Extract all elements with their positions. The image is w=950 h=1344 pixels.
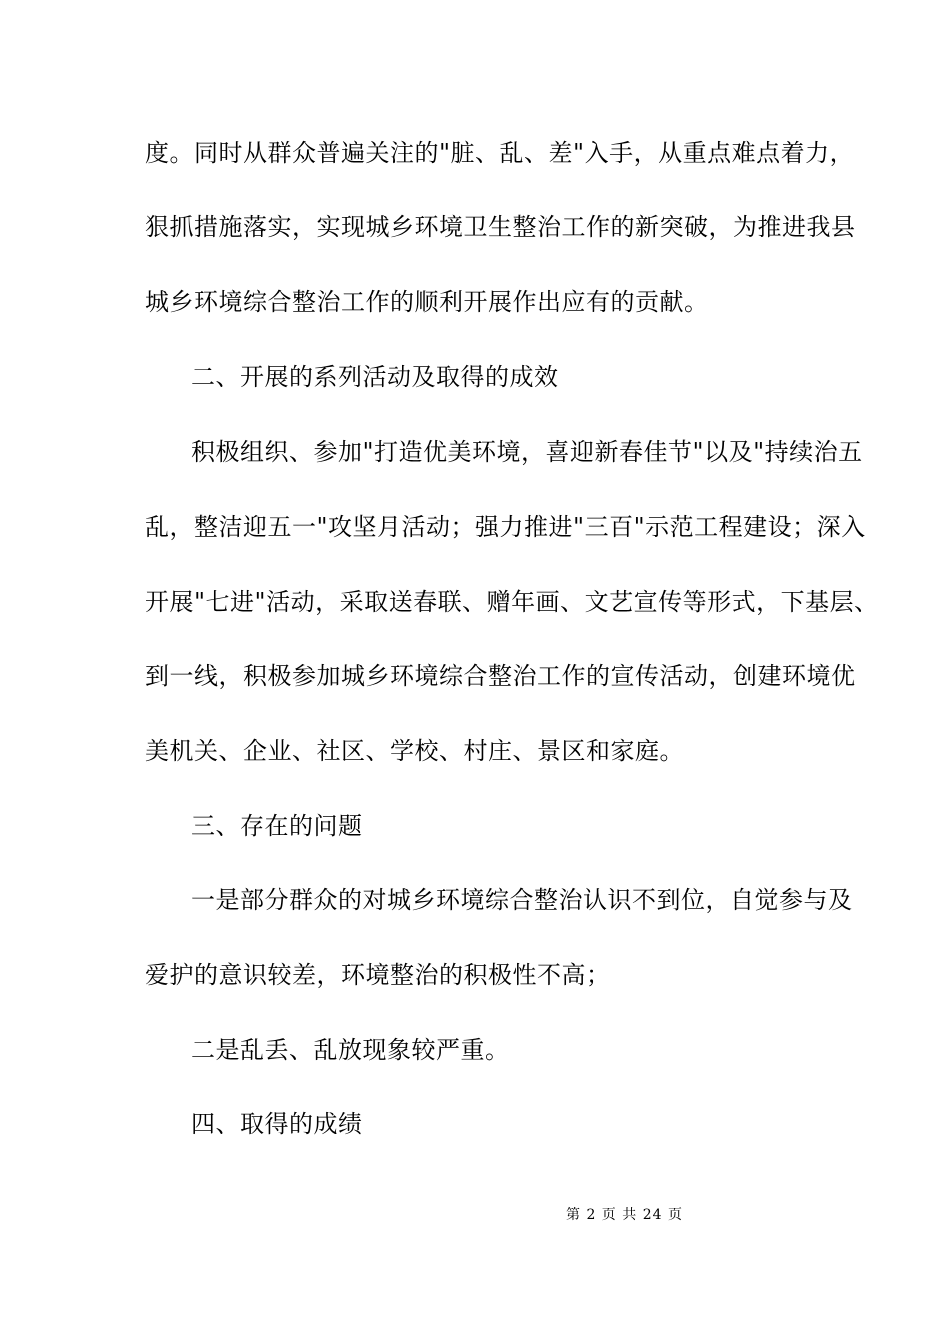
paragraph-line: 到一线，积极参加城乡环境综合整治工作的宣传活动，创建环境优 xyxy=(145,662,856,690)
paragraph-line: 狠抓措施落实，实现城乡环境卫生整治工作的新突破，为推进我县 xyxy=(145,213,856,241)
paragraph-line: 城乡环境综合整治工作的顺利开展作出应有的贡献。 xyxy=(145,288,709,316)
paragraph-line: 度。同时从群众普遍关注的"脏、乱、差"入手，从重点难点着力， xyxy=(145,139,855,167)
section-heading-4: 四、取得的成绩 xyxy=(191,1110,363,1138)
paragraph-line: 爱护的意识较差，环境整治的积极性不高； xyxy=(145,961,611,989)
page-number-footer: 第 2 页 共 24 页 xyxy=(566,1207,683,1223)
paragraph-line: 积极组织、参加"打造优美环境，喜迎新春佳节"以及"持续治五 xyxy=(191,438,863,466)
paragraph-line: 美机关、企业、社区、学校、村庄、景区和家庭。 xyxy=(145,737,684,765)
paragraph-line: 一是部分群众的对城乡环境综合整治认识不到位，自觉参与及 xyxy=(191,886,853,914)
paragraph-line: 二是乱丢、乱放现象较严重。 xyxy=(191,1036,510,1064)
paragraph-line: 开展"七进"活动，采取送春联、赠年画、文艺宣传等形式，下基层、 xyxy=(145,588,879,616)
section-heading-2: 二、开展的系列活动及取得的成效 xyxy=(191,363,559,391)
paragraph-line: 乱，整洁迎五一"攻坚月活动；强力推进"三百"示范工程建设；深入 xyxy=(145,513,866,541)
section-heading-3: 三、存在的问题 xyxy=(191,812,363,840)
